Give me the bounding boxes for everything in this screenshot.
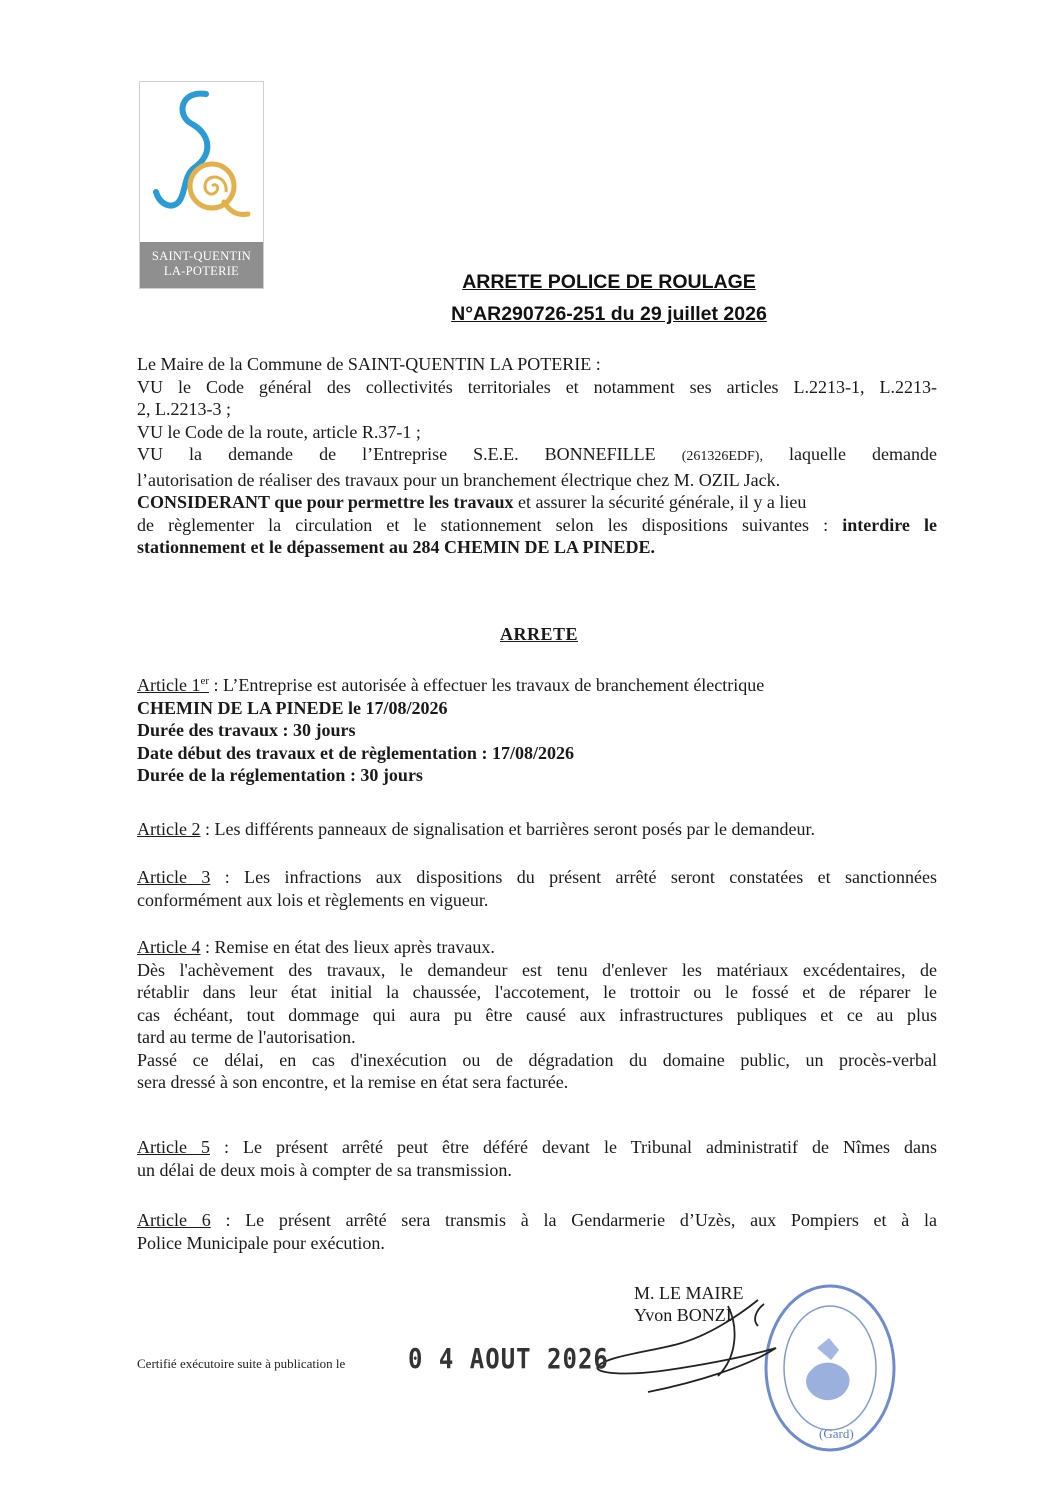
svg-text:(Gard): (Gard) (819, 1426, 854, 1441)
article-5-text: : Le présent arrêté peut être déféré devant le Tribunal administratif de Nîmes dans (210, 1137, 937, 1157)
considerant-bold-2: interdire le (842, 514, 938, 535)
certification-text: Certifié exécutoire suite à publication le (137, 1356, 346, 1371)
signature-block (634, 1282, 744, 1326)
signatory-name: Yvon BONZI (634, 1305, 732, 1325)
article-4-title: : Remise en état des lieux après travaux. (200, 937, 495, 957)
preamble-line-4: VU le Code de la route, article R.37-1 ; (137, 421, 421, 442)
article-1-place: CHEMIN DE LA PINEDE le 17/08/2026 (137, 697, 448, 718)
article-6-label: Article 6 (137, 1210, 211, 1230)
article-3-label: Article 3 (137, 867, 211, 887)
article-5-label: Article 5 (137, 1137, 210, 1157)
article-3-text-2: conformément aux lois et règlements en vigueur. (137, 889, 489, 910)
preamble-line-1: Le Maire de la Commune de SAINT-QUENTIN LA POTERIE : (137, 354, 601, 374)
article-6 (137, 1209, 937, 1254)
considerant-bold: CONSIDERANT que pour permettre les travaux (137, 492, 514, 512)
preamble (137, 353, 937, 559)
request-ref: (261326EDF), (681, 449, 763, 464)
article-4-p4: tard au terme de l'autorisation. (137, 1027, 356, 1047)
article-1-text: : L’Entreprise est autorisée à effectuer les travaux de branchement électrique (209, 675, 765, 695)
request-text: VU la demande de l’Entreprise S.E.E. BONNEFILLE (137, 444, 656, 464)
commune-logo (139, 81, 264, 289)
document-number: N°AR290726-251 du 29 juillet 2026 (451, 303, 767, 325)
article-6-text: : Le présent arrêté sera transmis à la Gendarmerie d’Uzès, aux Pompiers et à la (210, 1210, 937, 1230)
article-3 (137, 866, 937, 911)
preamble-line-5 (137, 443, 937, 469)
signatory-role: M. LE MAIRE (634, 1283, 744, 1303)
article-4-p1: Dès l'achèvement des travaux, le demandeur est tenu d'enlever les matériaux excédentaires, de (137, 959, 937, 980)
article-2-label: Article 2 (137, 819, 201, 839)
request-text-end: laquelle demande (789, 444, 937, 464)
article-1-duration: Durée des travaux : 30 jours (137, 720, 356, 740)
article-4-label: Article 4 (137, 937, 201, 957)
preamble-line-3: 2, L.2213-3 ; (137, 399, 231, 419)
considerant-text: de règlementer la circulation et le stationnement selon les dispositions suivantes : (137, 514, 843, 535)
considerant-line-2 (137, 514, 937, 537)
article-4-p5: Passé ce délai, en cas d'inexécution ou de dégradation du domaine public, un procès-verbal (137, 1049, 937, 1070)
article-1-start: Date début des travaux et de règlementation : 17/08/2026 (137, 742, 574, 763)
considerant-line-1 (137, 491, 937, 514)
article-3-text: : Les infractions aux dispositions du présent arrêté seront constatées et sanctionnées (210, 867, 937, 887)
sq-logo-mark (140, 82, 265, 244)
article-1-label: Article 1er (137, 675, 210, 695)
article-6-text-2: Police Municipale pour exécution. (137, 1232, 385, 1253)
article-1-reg-duration: Durée de la réglementation : 30 jours (137, 765, 423, 785)
arrete-heading: ARRETE (499, 624, 578, 644)
article-4-p2: rétablir dans leur état initial la chaussée, l'accotement, le trottoir ou le fossé et de réparer le (137, 982, 937, 1002)
considerant-line-3: stationnement et le dépassement au 284 CHEMIN DE LA PINEDE. (137, 537, 656, 557)
article-4-p6: sera dressé à son encontre, et la remise en état sera facturée. (137, 1072, 569, 1092)
article-2-text: : Les différents panneaux de signalisation et barrières seront posés par le demandeur. (200, 819, 815, 839)
preamble-line-2: VU le Code général des collectivités territoriales et notamment ses articles L.2213-1, L.2213- (137, 376, 937, 397)
article-1 (137, 670, 937, 787)
logo-line-1: SAINT-QUENTIN (151, 249, 252, 263)
article-4 (137, 936, 937, 1094)
logo-line-2: LA-POTERIE (163, 264, 240, 278)
article-1-line (137, 670, 937, 697)
considerant-rest: et assurer la sécurité générale, il y a lieu (513, 492, 807, 512)
preamble-line-6: l’autorisation de réaliser des travaux pour un branchement électrique chez M. OZIL Jack. (137, 469, 781, 490)
article-2 (137, 818, 937, 841)
document-title: ARRETE POLICE DE ROULAGE (462, 271, 756, 293)
article-4-p3: cas échéant, tout dommage qui aura pu être causé aux infrastructures publiques et ce au plus (137, 1004, 937, 1025)
article-5 (137, 1136, 937, 1181)
certification-date-stamp: 0 4 AOUT 2026 (408, 1342, 609, 1376)
article-5-text-2: un délai de deux mois à compter de sa transmission. (137, 1159, 512, 1180)
